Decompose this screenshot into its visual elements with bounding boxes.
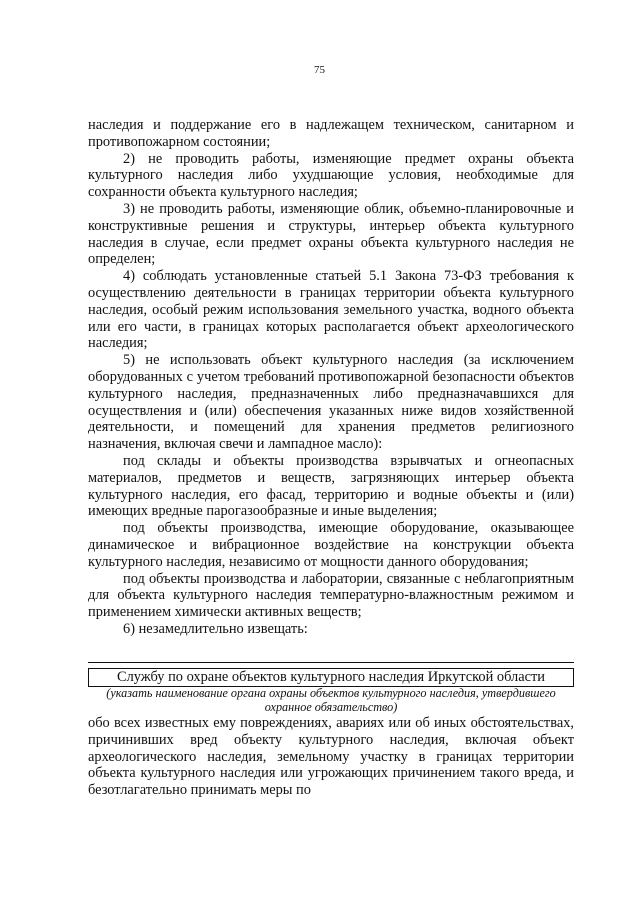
paragraph-subitem-warehouses: под склады и объекты производства взрывчатых и огнеопасных материалов, предметов и веществ, загрязняющих интерьер объекта культурного наследия, его фасад, территорию и водные объекты и (или) имеющих вредные парогазообразные и иные выделения; [88, 452, 574, 520]
paragraph-item-3: 3) не проводить работы, изменяющие облик, объемно-планировочные и конструктивные решения и структуры, интерьер объекта культурного наследия в случае, если предмет охраны объекта культурного наследия не определен; [88, 200, 574, 268]
paragraph-item-5: 5) не использовать объект культурного наследия (за исключением оборудованных с учетом требований противопожарной безопасности объектов культурного наследия, предназначенных либо предназначавшихся для осуществления и (или) обеспечения указанных ниже видов хозяйственной деятельности, и помещений для хранения предметов религиозного назначения, включая свечи и лампадное масло): [88, 352, 574, 453]
separator-line [88, 662, 574, 663]
paragraph-continuation: наследия и поддержание его в надлежащем техническом, санитарном и противопожарном состоянии; [88, 117, 574, 150]
paragraph-notification: обо всех известных ему повреждениях, авариях или об иных обстоятельствах, причинивших вред объекту культурного наследия, включая объект археологического наследия, земельному участку в границах территории объекта культурного наследия или угрожающих причинением такого вреда, и безотлагательно принимать меры по [88, 715, 574, 799]
authority-note: (указать наименование органа охраны объектов культурного наследия, утвердившего охранное обязательство) [106, 686, 556, 714]
body-text-lower [88, 715, 574, 799]
body-text-upper [88, 117, 574, 638]
paragraph-item-6: 6) незамедлительно извещать: [123, 620, 308, 637]
paragraph-subitem-production: под объекты производства, имеющие оборудование, оказывающее динамическое и вибрационное воздействие на конструкции объекта культурного наследия, независимо от мощности данного оборудования; [88, 520, 574, 570]
page-number: 75 [314, 64, 325, 76]
paragraph-item-2: 2) не проводить работы, изменяющие предмет охраны объекта культурного наследия либо ухудшающие условия, необходимые для сохранности объекта культурного наследия; [88, 150, 574, 201]
authority-name-box: Службу по охране объектов культурного наследия Иркутской области [88, 668, 574, 687]
paragraph-item-4: 4) соблюдать установленные статьей 5.1 Закона 73-ФЗ требования к осуществлению деятельности в границах территории объекта культурного наследия, особый режим использования земельного участка, водного объекта или его части, в границах которых располагается объект археологического наследия; [88, 268, 574, 352]
paragraph-subitem-laboratories: под объекты производства и лаборатории, связанные с неблагоприятным для объекта культурного наследия температурно-влажностным режимом и применением химически активных веществ; [88, 570, 574, 621]
